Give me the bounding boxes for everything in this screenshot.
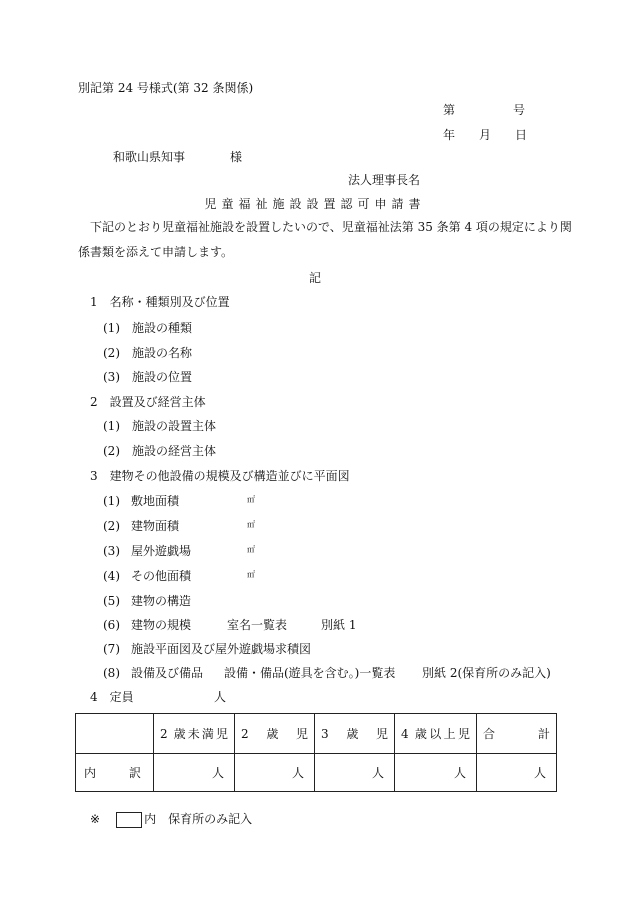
section-2-item: (1) 施設の設置主体 bbox=[103, 419, 216, 433]
date-year: 年 bbox=[443, 128, 456, 142]
capacity-breakdown-table bbox=[75, 713, 557, 792]
section-3-item-num: (6) bbox=[103, 618, 120, 632]
section-3-item-num: (5) bbox=[103, 594, 120, 608]
section-1-item: (3) 施設の位置 bbox=[103, 370, 192, 384]
section-3-item-label: その他面積 bbox=[131, 569, 192, 583]
body-text-line-1: 下記のとおり児童福祉施設を設置したいので、児童福祉法第 35 条第 4 項の規定により関 bbox=[90, 220, 572, 234]
table-header-cell: 4 歳以上児 bbox=[395, 714, 477, 754]
section-3-item-label: 施設平面図及び屋外遊戯場求積図 bbox=[131, 642, 312, 656]
section-3-item-num: (1) bbox=[103, 494, 120, 508]
section-2-item: (2) 施設の経営主体 bbox=[103, 444, 216, 458]
table-header-cell: 3 歳 児 bbox=[315, 714, 395, 754]
table-header-cell: 2 歳未満児 bbox=[154, 714, 235, 754]
input-box-sample bbox=[116, 812, 142, 828]
document-title: 児童福祉施設設置認可申請書 bbox=[204, 197, 426, 211]
attachment-name: 室名一覧表 bbox=[227, 618, 288, 632]
table-header-cell bbox=[76, 714, 154, 754]
ki-heading: 記 bbox=[308, 271, 321, 285]
table-header-cell: 2 歳 児 bbox=[235, 714, 315, 754]
addressee-honorific: 様 bbox=[230, 150, 243, 164]
section-3-item-num: (2) bbox=[103, 519, 120, 533]
table-cell-unit: 人 bbox=[395, 754, 477, 792]
section-3-item-num: (4) bbox=[103, 569, 120, 583]
attachment-name: 設備・備品(遊具を含む。)一覧表 bbox=[224, 666, 396, 680]
date-day: 日 bbox=[515, 128, 528, 142]
section-3-item-num: (8) bbox=[103, 666, 120, 680]
section-3-item-label: 建物面積 bbox=[131, 519, 180, 533]
section-4-heading: 4 定員 bbox=[90, 690, 134, 704]
attachment-ref: 別紙 1 bbox=[321, 618, 357, 632]
section-3-heading: 3 建物その他設備の規模及び構造並びに平面図 bbox=[90, 469, 350, 483]
table-cell-unit: 人 bbox=[315, 754, 395, 792]
footnote bbox=[90, 811, 252, 828]
table-cell-unit: 人 bbox=[477, 754, 557, 792]
section-3-item-label: 設備及び備品 bbox=[131, 666, 204, 680]
area-unit: ㎡ bbox=[247, 570, 255, 579]
section-3-item-num: (7) bbox=[103, 642, 120, 656]
date-month: 月 bbox=[479, 128, 492, 142]
section-3-item-label: 敷地面積 bbox=[131, 494, 180, 508]
attachment-ref: 別紙 2(保育所のみ記入) bbox=[422, 666, 551, 680]
footnote-text: 内 保育所のみ記入 bbox=[144, 812, 253, 826]
section-1-item: (2) 施設の名称 bbox=[103, 346, 192, 360]
body-text-line-2: 係書類を添えて申請します。 bbox=[78, 245, 234, 259]
section-3-item-label: 建物の規模 bbox=[131, 618, 192, 632]
document-number-suffix: 号 bbox=[513, 103, 526, 117]
applicant-name: 法人理事長名 bbox=[348, 173, 421, 187]
row-label: 内 訳 bbox=[76, 754, 154, 792]
document-number-label: 第 bbox=[443, 103, 456, 117]
area-unit: ㎡ bbox=[247, 520, 255, 529]
form-reference: 別記第 24 号様式(第 32 条関係) bbox=[78, 81, 254, 95]
section-3-item-num: (3) bbox=[103, 544, 120, 558]
table-row bbox=[76, 754, 557, 792]
area-unit: ㎡ bbox=[247, 495, 255, 504]
table-cell-unit: 人 bbox=[235, 754, 315, 792]
table-header-cell: 合 計 bbox=[477, 714, 557, 754]
section-1-heading: 1 名称・種類別及び位置 bbox=[90, 295, 230, 309]
capacity-unit: 人 bbox=[214, 690, 227, 704]
section-3-item-label: 建物の構造 bbox=[131, 594, 192, 608]
section-3-item-label: 屋外遊戯場 bbox=[131, 544, 192, 558]
section-2-heading: 2 設置及び経営主体 bbox=[90, 395, 206, 409]
section-1-item: (1) 施設の種類 bbox=[103, 321, 192, 335]
table-cell-unit: 人 bbox=[154, 754, 235, 792]
table-header-row bbox=[76, 714, 557, 754]
reference-mark: ※ bbox=[90, 812, 101, 826]
area-unit: ㎡ bbox=[247, 545, 255, 554]
addressee: 和歌山県知事 bbox=[113, 150, 186, 164]
